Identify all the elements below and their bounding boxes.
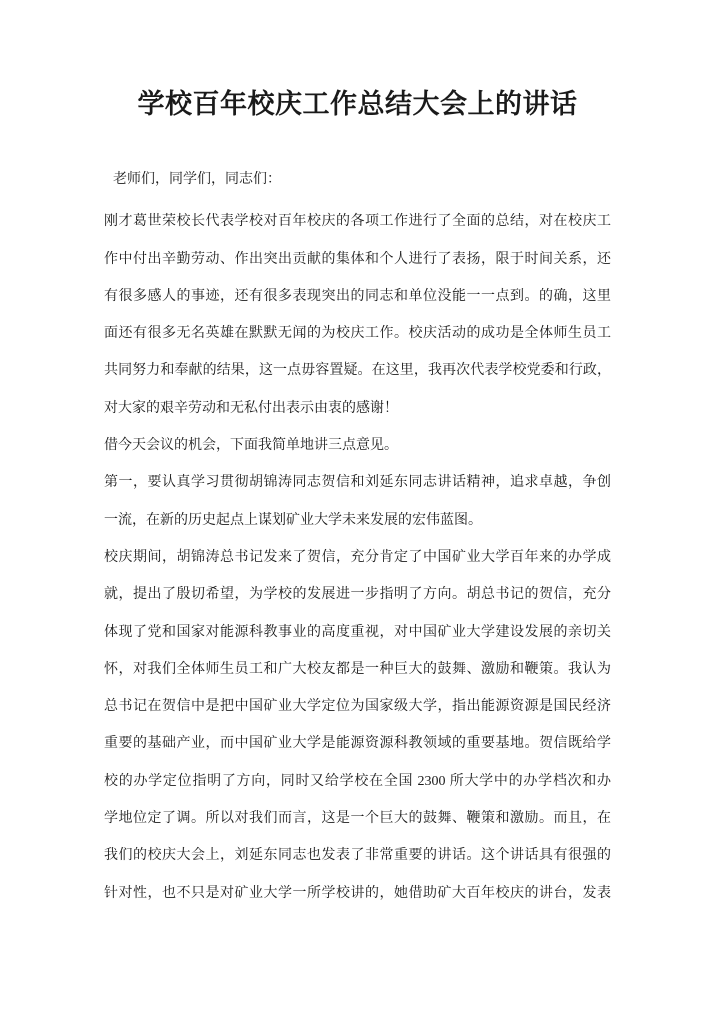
document-line: 对大家的艰辛劳动和无私付出表示由衷的感谢！ [104,400,398,416]
paragraph-thanks [104,203,611,427]
document-line: 面还有很多无名英雄在默默无闻的为校庆工作。校庆活动的成功是全体师生员工 [104,326,611,342]
document-line: 针对性，也不只是对矿业大学一所学校讲的，她借助矿大百年校庆的讲台，发表 [104,885,611,901]
document-line: 老师们，同学们，同志们： [113,172,281,187]
greeting [104,161,611,198]
document-line: 校的办学定位指明了方向，同时又给学校在全国 2300 所大学中的办学档次和办 [104,773,611,789]
document-body [104,161,611,912]
document-line: 体现了党和国家对能源科教事业的高度重视，对中国矿业大学建设发展的亲切关 [104,624,611,640]
document-line: 共同努力和奉献的结果，这一点毋容置疑。在这里，我再次代表学校党委和行政， [104,363,611,379]
document-line: 有很多感人的事迹，还有很多表现突出的同志和单位没能一一点到。的确，这里 [104,288,611,304]
document-line: 重要的基础产业，而中国矿业大学是能源资源科教领域的重要基地。贺信既给学 [104,736,611,752]
document-line: 我们的校庆大会上，刘延东同志也发表了非常重要的讲话。这个讲话具有很强的 [104,848,611,864]
document-line: 总书记在贺信中是把中国矿业大学定位为国家级大学，指出能源资源是国民经济 [104,699,611,715]
document-title: 学校百年校庆工作总结大会上的讲话 [137,89,578,119]
document-line: 一流，在新的历史起点上谋划矿业大学未来发展的宏伟蓝图。 [104,512,482,528]
document-line: 刚才葛世荣校长代表学校对百年校庆的各项工作进行了全面的总结，对在校庆工 [104,214,611,230]
document-line: 怀，对我们全体师生员工和广大校友都是一种巨大的鼓舞、激励和鞭策。我认为 [104,661,611,677]
document-line: 学地位定了调。所以对我们而言，这是一个巨大的鼓舞、鞭策和激励。而且，在 [104,811,611,827]
document-line: 作中付出辛勤劳动、作出突出贡献的集体和个人进行了表扬，限于时间关系，还 [104,251,611,267]
document-line: 校庆期间，胡锦涛总书记发来了贺信，充分肯定了中国矿业大学百年来的办学成 [104,549,611,565]
document-line: 第一，要认真学习贯彻胡锦涛同志贺信和刘延东同志讲话精神，追求卓越，争创 [104,475,611,491]
document-line: 就，提出了殷切希望，为学校的发展进一步指明了方向。胡总书记的贺信，充分 [104,587,611,603]
paragraph-point-one [104,464,611,539]
document-line: 借今天会议的机会，下面我简单地讲三点意见。 [104,438,398,454]
paragraph-congratulation-letter [104,539,611,912]
paragraph-transition [104,427,611,464]
